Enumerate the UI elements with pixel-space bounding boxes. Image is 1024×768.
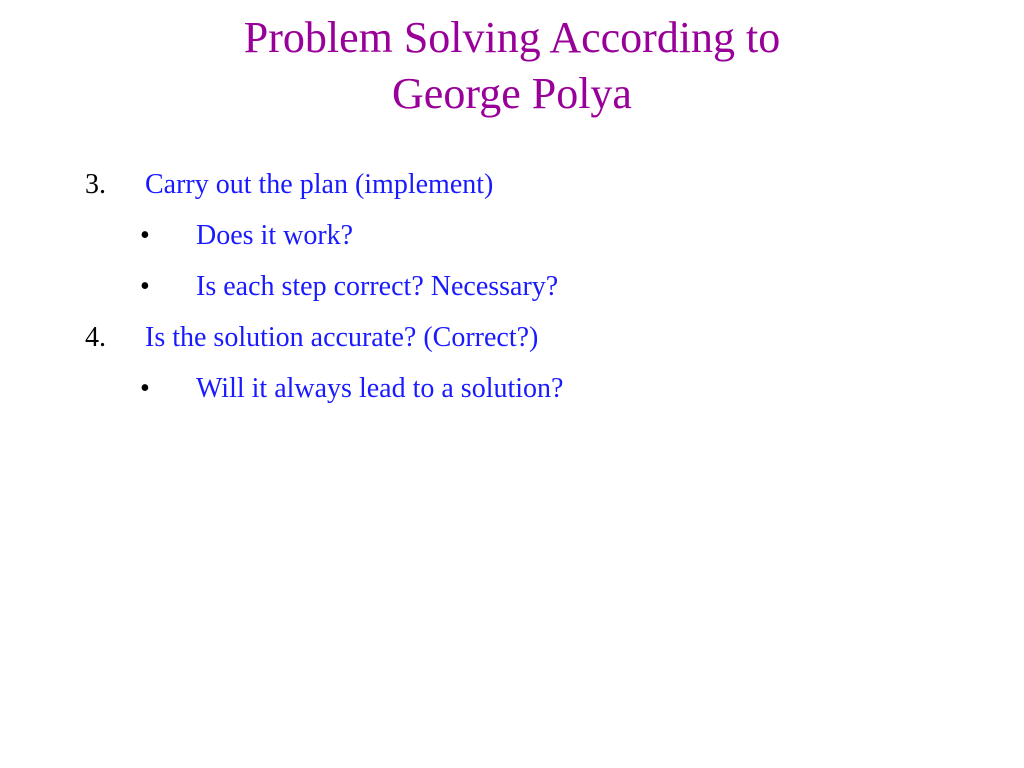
sub-list-item-text: Is each step correct? Necessary? <box>196 271 559 302</box>
bullet-icon: • <box>140 271 150 302</box>
list-number: 3. <box>85 169 106 200</box>
list-item-text: Carry out the plan (implement) <box>145 169 494 200</box>
bullet-icon: • <box>140 220 150 251</box>
slide-title <box>112 10 912 122</box>
sub-list-item-text: Does it work? <box>196 220 354 251</box>
bullet-icon: • <box>140 373 150 404</box>
slide-title-line-1: Problem Solving According to <box>243 13 781 62</box>
list-item-text: Is the solution accurate? (Correct?) <box>145 322 539 353</box>
sub-list-item-text: Will it always lead to a solution? <box>196 373 564 404</box>
list-number: 4. <box>85 322 106 353</box>
slide-title-line-2: George Polya <box>392 69 632 118</box>
